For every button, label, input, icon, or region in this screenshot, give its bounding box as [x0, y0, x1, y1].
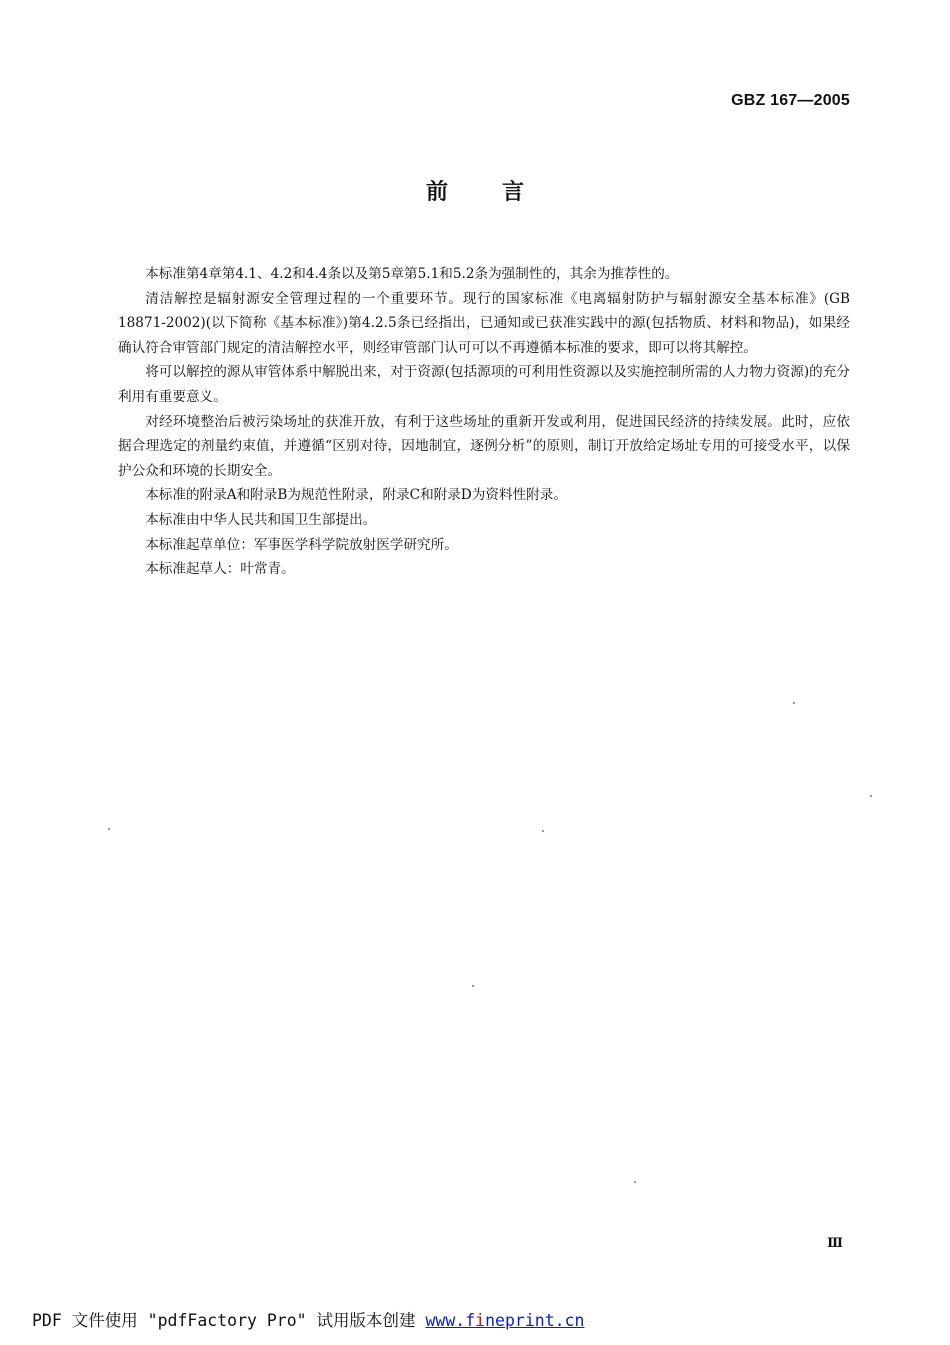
footer-link[interactable]: [425, 1311, 584, 1330]
paragraph: 将可以解控的源从审管体系中解脱出来，对于资源(包括源项的可利用性资源以及实施控制所需的人力物力资源)的充分利用有重要意义。: [118, 364, 850, 405]
footer-link-prefix: www.f: [425, 1311, 476, 1330]
paragraph: 本标准由中华人民共和国卫生部提出。: [145, 511, 377, 528]
standard-code: GBZ 167—2005: [731, 92, 850, 109]
footer-text: PDF 文件使用 "pdfFactory Pro" 试用版本创建: [32, 1311, 416, 1330]
scan-speck: [108, 828, 110, 830]
scan-speck: [870, 795, 872, 797]
paragraph: 清洁解控是辐射源安全管理过程的一个重要环节。现行的国家标准《电离辐射防护与辐射源安全基本标准》(GB 18871-2002)(以下简称《基本标准》)第4.2.5条已经指出，已通知或已获准实践中的源(包括物质、材料和物品)，如果经确认符合审管部门规定的清洁解控水平，则经审管部门认可可以不再遵循本标准的要求，即可以将其解控。: [118, 290, 850, 356]
scan-speck: [542, 830, 544, 832]
paragraph: 对经环境整治后被污染场址的获准开放，有利于这些场址的重新开发或利用，促进国民经济的持续发展。此时，应依据合理选定的剂量约束值，并遵循“区别对待，因地制宜，逐例分析”的原则，制订开放给定场址专用的可接受水平，以保护公众和环境的长期安全。: [118, 413, 850, 479]
preface-body: [118, 262, 850, 582]
pdf-footer: [32, 1307, 584, 1331]
footer-link-highlight: i: [475, 1311, 486, 1330]
scan-speck: [472, 985, 474, 987]
page-title: 前言: [425, 180, 578, 205]
paragraph: 本标准起草人：叶常青。: [145, 561, 295, 578]
footer-link-suffix: neprint.cn: [485, 1311, 585, 1330]
page-number: Ⅲ: [827, 1236, 843, 1251]
paragraph: 本标准起草单位：军事医学科学院放射医学研究所。: [145, 536, 458, 553]
scan-speck: [793, 702, 795, 704]
paragraph: 本标准的附录A和附录B为规范性附录，附录C和附录D为资料性附录。: [145, 487, 567, 504]
scan-speck: [634, 1181, 636, 1183]
paragraph: 本标准第4章第4.1、4.2和4.4条以及第5章第5.1和5.2条为强制性的，其余为推荐性的。: [145, 266, 679, 282]
